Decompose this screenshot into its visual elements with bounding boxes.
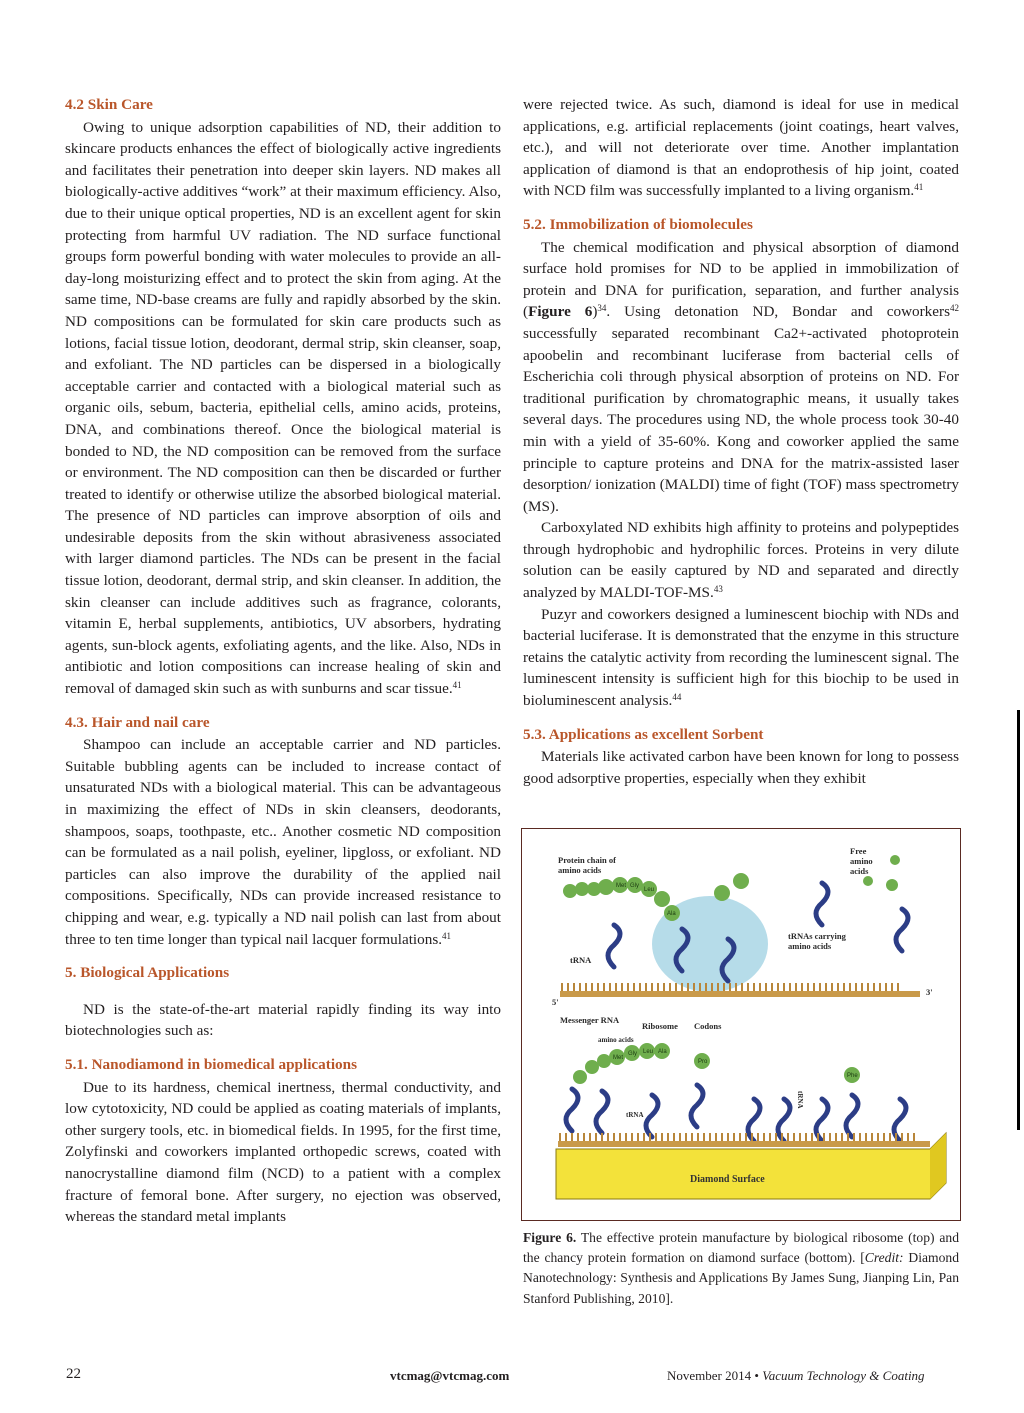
reference: 34 xyxy=(597,303,607,314)
label-messenger-rna: Messenger RNA xyxy=(560,1015,620,1025)
label-pro-bottom: Pro xyxy=(698,1059,708,1065)
protein-chain-bottom xyxy=(573,1043,860,1084)
reference: 43 xyxy=(713,584,723,595)
label-5-prime: 5' xyxy=(552,997,559,1007)
paragraph-text: The chemical modification and physical absorption of diamond surface hold promises for ND to be applied in immobilization of protein and DNA for purification, separation, and further analysis ( xyxy=(523,238,959,321)
trna-icon xyxy=(846,1095,858,1137)
amino-acid-bead xyxy=(714,885,730,901)
trna-icon xyxy=(608,925,620,967)
figure-6 xyxy=(521,828,961,1221)
trna-icon xyxy=(566,1089,578,1131)
label-codons: Codons xyxy=(694,1021,722,1031)
label-amino-acids-2: amino acids xyxy=(788,941,832,951)
label-diamond-surface: Diamond Surface xyxy=(690,1174,765,1185)
label-ribosome: Ribosome xyxy=(642,1021,678,1031)
codon-teeth xyxy=(562,983,898,991)
footer-email[interactable]: vtcmag@vtcmag.com xyxy=(390,1368,510,1383)
footer-issue xyxy=(667,1368,925,1384)
label-amino: amino xyxy=(850,856,873,866)
label-amino-acids-bottom: amino acids xyxy=(598,1036,634,1044)
caption-text: The effective protein manufacture by biological ribosome (top) and the chancy protein formation on diamond surface (bottom). [ xyxy=(523,1230,959,1266)
diamond-side xyxy=(930,1133,946,1199)
label-trna: tRNA xyxy=(570,955,592,965)
paragraph: ND is the state-of-the-art material rapidly finding its way into biotechnologies such as: xyxy=(65,1000,501,1040)
paragraph-text: successfully separated recombinant Ca2+-activated photoprotein apoobelin and recombinant luciferase from bacterial cells of Escherichia coli through physical absorption of proteins on ND. For traditional purification by chromatographic means, it usually takes several days. The procedures using ND, the whole process took 30-40 min with a yield of 35-60%. Kong and coworker applied the same principle to capture proteins and DNA for the matrix-assisted laser desorption/ ionization (MALDI) time of fight (TOF) mass spectrometry (MS). xyxy=(523,324,959,515)
page-number: 22 xyxy=(66,1366,81,1382)
paragraph xyxy=(65,734,501,950)
label-protein-chain: Protein chain of xyxy=(558,855,616,865)
paragraph-text: Carboxylated ND exhibits high affinity to proteins and polypeptides through hydrophobic and hydrophilic forces. Proteins in very dilute solution can be easily captured by ND and separated and directly analyzed by MALDI-TOF-MS. xyxy=(523,519,959,602)
label-gly-bottom: Gly xyxy=(628,1051,637,1057)
caption-credit-label: Credit: xyxy=(864,1250,904,1266)
paragraph-text: ) xyxy=(592,303,598,321)
label-acids: acids xyxy=(850,866,869,876)
paragraph: Due to its hardness, chemical inertness, thermal conductivity, and low cytotoxicity, ND could be applied as coating materials of implants, other surgery tools, etc. in biomedical fields. In 1995, for the first time, Zolyfinski and coworkers implanted orthopedic screws, coated with nanocrystalline diamond film (NCD) to a patient with a complex fracture of femoral bone. After surgery, no ejection was observed, whereas the standard metal implants xyxy=(65,1078,501,1226)
free-amino-acid xyxy=(863,876,873,886)
label-trna-vertical: tRNA xyxy=(796,1091,804,1109)
paragraph-text: . Using detonation ND, Bondar and coworkers xyxy=(606,303,950,321)
footer-date: November 2014 xyxy=(667,1368,752,1383)
figure-reference[interactable]: Figure 6 xyxy=(528,303,593,321)
codon-teeth-bottom xyxy=(560,1133,914,1141)
amino-acid-bead xyxy=(733,873,749,889)
figure-caption xyxy=(523,1228,959,1309)
label-ala-bottom: Ala xyxy=(658,1049,667,1055)
reference: 44 xyxy=(672,692,682,703)
paragraph xyxy=(523,517,959,603)
trna-icon xyxy=(646,1095,658,1137)
caption-label: Figure 6. xyxy=(523,1230,577,1245)
free-amino-acid xyxy=(886,879,898,891)
reference: 41 xyxy=(914,182,924,193)
paragraph xyxy=(523,237,959,518)
section-heading-5: 5. Biological Applications xyxy=(65,964,230,982)
label-free: Free xyxy=(850,846,867,856)
paragraph-text: were rejected twice. As such, diamond is ideal for use in medical applications, e.g. artificial replacements (joint coatings, heart valves, etc.), and will not deteriorate over time. Another implantation application of diamond is that an endoprothesis of hip joint, coated with NCD film was successfully implanted to a living organism. xyxy=(523,96,959,200)
label-met-bottom: Met xyxy=(613,1055,624,1061)
free-amino-acid xyxy=(890,855,900,865)
right-column xyxy=(523,94,959,789)
section-heading-5-3: 5.3. Applications as excellent Sorbent xyxy=(523,725,764,743)
page-edge-rule xyxy=(1017,710,1020,1130)
paragraph xyxy=(65,117,501,700)
figure-illustration xyxy=(522,829,959,1219)
reference: 42 xyxy=(950,303,959,314)
section-heading-4-2: 4.2 Skin Care xyxy=(65,96,153,113)
trna-icon xyxy=(896,909,908,951)
bottom-strand xyxy=(558,1141,930,1147)
label-amino-acids: amino acids xyxy=(558,865,602,875)
paragraph-text: Owing to unique adsorption capabilities of ND, their addition to skincare products enhances the effect of biologically active ingredients and facilitates their penetration into deeper skin layers. ND makes all biologically-active additives “work” at their maximum efficiency. Also, due to their unique optical properties, ND is an excellent agent for skin protecting from harmful UV radiation. The ND surface functional groups form powerful bonding with water molecules to provide an all-day-long moisturizing effect and to protect the skin from aging. At the same time, ND-base creams are fully and rapidly absorbed by the skin. ND compositions can be formulated for skin care products such as lotions, facial tissue lotion, deodorant, dermal strip, skin cleanser, soap, and exfoliant. The ND particles can be dispersed in a biologically acceptable carrier and contacted with a biological material such as organic oils, sebum, bacteria, epithelial cells, amino acids, proteins, DNA, and combinations thereof. Once the biological material is bonded to ND, the ND composition can be removed from the surface or environment. The ND composition can then be discarded or further treated to identify or otherwise utilize the absorbed biological material. The presence of ND particles can improve absorption of oils and undesirable deposits from the skin without abrasiveness associated with larger diamond particles. The NDs can be present in the facial tissue lotion, deodorant, dermal strip, and skin cleanser. In addition, the skin cleanser can include additives such as fragrance, colorants, vitamin E, herbal supplements, antibiotics, UV absorbers, hydrating agents, sun-block agents, exfoliating agents, and the like. Also, NDs in antibiotic and lotion compositions can increase healing of skin and removal of damaged skin such as with sunburns and scar tissue. xyxy=(65,118,501,698)
section-heading-5-1: 5.1. Nanodiamond in biomedical applications xyxy=(65,1055,357,1073)
footer-bullet: • xyxy=(754,1368,759,1383)
label-trna-bottom: tRNA xyxy=(626,1111,644,1119)
label-ala: Ala xyxy=(667,911,676,917)
label-leu-bottom: Leu xyxy=(643,1049,654,1055)
mrna-strand xyxy=(560,991,920,997)
paragraph: Materials like activated carbon have been known for long to possess good adsorptive properties, especially when they exhibit xyxy=(523,748,959,787)
section-heading-5-2: 5.2. Immobilization of biomolecules xyxy=(523,215,753,233)
trna-icon xyxy=(816,883,828,925)
paragraph-text: Puzyr and coworkers designed a luminescent biochip with NDs and bacterial luciferase. It is demonstrated that the enzyme in this structure retains the catalytic activity from recording the luminescent signal. The luminescent intensity is sufficient high for this biochip to be used in bioluminescent analysis. xyxy=(523,605,959,710)
paragraph xyxy=(523,604,959,712)
label-met: Met xyxy=(616,883,627,889)
reference: 41 xyxy=(452,680,462,691)
trna-icon xyxy=(691,1085,703,1127)
label-trnas-carrying: tRNAs carrying xyxy=(788,931,846,941)
trna-icon xyxy=(596,1091,608,1133)
paragraph-text: Shampoo can include an acceptable carrier and ND particles. Suitable bubbling agents can be included to increase contact of unsaturated NDs with a biological material. This can be advantageous in maximizing the effect of NDs in skin cleansers, deodorants, shampoos, soaps, toothpaste, etc.. Another cosmetic ND composition can be formulated as a nail polish, eyeliner, lipgloss, or exfoliant. ND particles can also improve the durability of the applied nail compositions. Specifically, NDs can provide increased resistance to chipping and wear, e.g. typically a ND nail polish can last from about three to ten time longer than typical nail lacquer formulations. xyxy=(65,736,501,948)
reference: 41 xyxy=(442,930,452,941)
trna-group-bottom xyxy=(566,1085,906,1141)
caption-credit: Diamond Nanotechnology: Synthesis and Applications By James Sung, Jianping Lin, Pan Stanford Publishing, 2010]. xyxy=(523,1250,959,1306)
footer-journal: Vacuum Technology & Coating xyxy=(762,1368,925,1383)
label-leu: Leu xyxy=(644,887,655,893)
left-column xyxy=(65,94,501,1228)
label-phe-bottom: Phe xyxy=(847,1073,858,1079)
label-3-prime: 3' xyxy=(926,987,933,997)
label-gly: Gly xyxy=(630,883,639,889)
paragraph xyxy=(523,94,959,202)
section-heading-4-3: 4.3. Hair and nail care xyxy=(65,713,210,731)
